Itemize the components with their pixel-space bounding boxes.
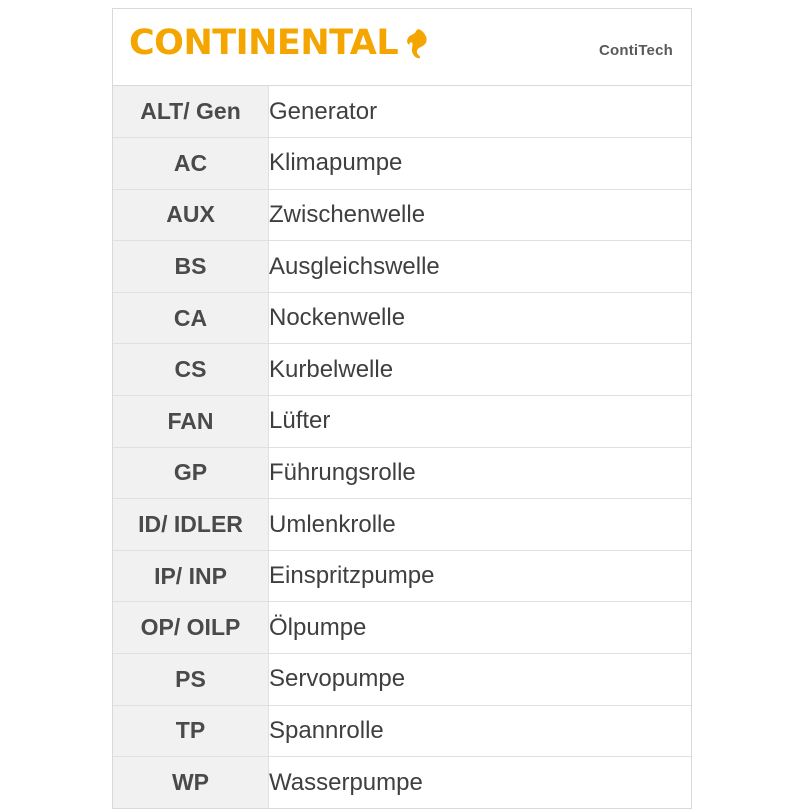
term-cell: Ausgleichswelle <box>269 241 692 293</box>
table-row <box>113 602 691 654</box>
term-cell: Spannrolle <box>269 705 692 757</box>
table-row <box>113 654 691 706</box>
abbr-cell: ALT/ Gen <box>113 86 269 138</box>
table-row <box>113 241 691 293</box>
horse-logo-icon <box>402 27 436 61</box>
continental-logo <box>129 23 436 63</box>
table-row <box>113 292 691 344</box>
abbr-cell: CS <box>113 344 269 396</box>
brand-header <box>113 9 691 86</box>
term-cell: Nockenwelle <box>269 292 692 344</box>
term-cell: Umlenkrolle <box>269 499 692 551</box>
term-cell: Einspritzpumpe <box>269 550 692 602</box>
table-row <box>113 86 691 138</box>
table-row <box>113 447 691 499</box>
abbr-cell: OP/ OILP <box>113 602 269 654</box>
table-row <box>113 705 691 757</box>
term-cell: Ölpumpe <box>269 602 692 654</box>
glossary-sheet <box>112 8 692 809</box>
table-row <box>113 757 691 809</box>
table-row <box>113 138 691 190</box>
table-row <box>113 550 691 602</box>
abbr-cell: WP <box>113 757 269 809</box>
term-cell: Servopumpe <box>269 654 692 706</box>
table-row <box>113 189 691 241</box>
term-cell: Wasserpumpe <box>269 757 692 809</box>
abbr-cell: ID/ IDLER <box>113 499 269 551</box>
term-cell: Generator <box>269 86 692 138</box>
table-row <box>113 499 691 551</box>
term-cell: Lüfter <box>269 396 692 448</box>
term-cell: Zwischenwelle <box>269 189 692 241</box>
table-row <box>113 396 691 448</box>
contitech-subbrand: ContiTech <box>598 42 673 59</box>
abbr-cell: GP <box>113 447 269 499</box>
abbreviation-table <box>113 86 691 808</box>
abbr-cell: AUX <box>113 189 269 241</box>
abbr-cell: IP/ INP <box>113 550 269 602</box>
abbr-cell: BS <box>113 241 269 293</box>
term-cell: Klimapumpe <box>269 138 692 190</box>
abbr-cell: TP <box>113 705 269 757</box>
abbr-cell: FAN <box>113 396 269 448</box>
continental-wordmark: CONTINENTAL <box>129 23 399 63</box>
term-cell: Führungsrolle <box>269 447 692 499</box>
abbr-cell: AC <box>113 138 269 190</box>
abbr-cell: CA <box>113 292 269 344</box>
table-row <box>113 344 691 396</box>
abbr-cell: PS <box>113 654 269 706</box>
term-cell: Kurbelwelle <box>269 344 692 396</box>
